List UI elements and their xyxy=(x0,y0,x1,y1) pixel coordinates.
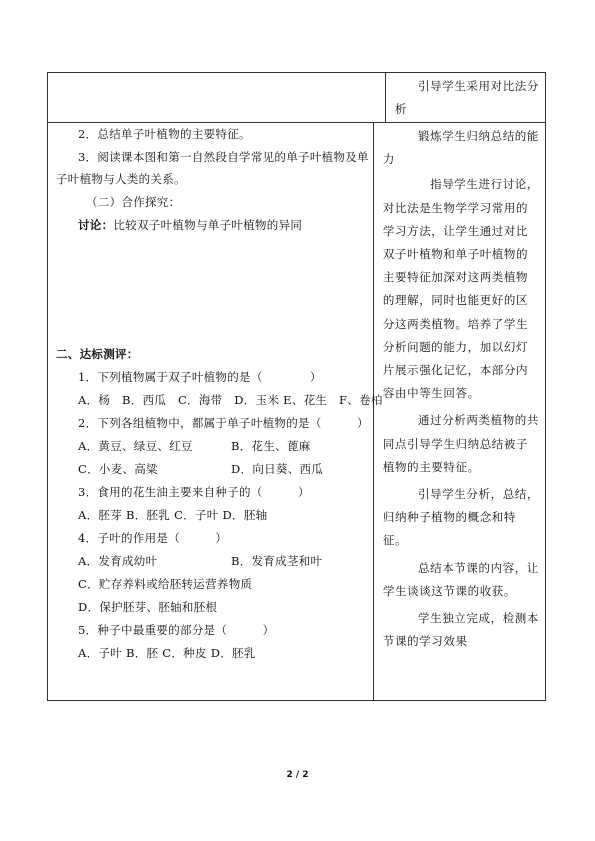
note-line: 学生谈谈这节课的收获。 xyxy=(382,583,516,598)
note-line: 通过分析两类植物的共 xyxy=(405,413,539,428)
notes-cell xyxy=(386,73,545,122)
objective-item: 2．总结单子叶植物的主要特征。 xyxy=(78,127,251,141)
note-line: 双子叶植物和单子叶植物的 xyxy=(382,247,529,262)
option: C．贮存养料或给胚转运营养物质 xyxy=(78,577,253,591)
section-heading: （二）合作探究： xyxy=(86,195,181,209)
objective-item: 3．阅读课本图和第一自然段自学常见的单子叶植物及单 xyxy=(78,150,369,164)
note-line: 同点引导学生归纳总结被子 xyxy=(382,436,529,451)
note-line: 对比法是生物学学习常用的 xyxy=(382,200,529,215)
note-line: 学习方法，让学生通过对比 xyxy=(382,223,529,238)
note-line: 的理解，同时也能更好的区 xyxy=(382,293,529,308)
note-line: 指导学生进行讨论， xyxy=(405,177,539,192)
note-line: 分这两类植物。培养了学生 xyxy=(382,316,529,331)
table-row xyxy=(48,73,545,122)
table-row xyxy=(48,122,545,700)
note-line: 片展示强化记忆，本部分内 xyxy=(382,363,529,378)
page-number: 2 / 2 xyxy=(286,770,309,780)
note-line: 归纳种子植物的概念和特 xyxy=(382,510,516,525)
option: A．黄豆、绿豆、红豆 xyxy=(78,439,193,453)
note-line: 容由中等生回答。 xyxy=(382,386,480,401)
note-line: 节课的学习效果 xyxy=(382,634,468,649)
note-line: 析 xyxy=(395,102,408,117)
section-heading: 二、达标测评： xyxy=(56,347,139,361)
note-line: 力 xyxy=(382,152,395,167)
note-line: 分析问题的能力，加以幻灯 xyxy=(382,339,529,354)
question: 3．食用的花生油主要来自种子的（ ） xyxy=(78,485,310,499)
option: A．发育成幼叶 xyxy=(78,554,158,568)
question: 1．下列植物属于双子叶植物的是（ ） xyxy=(78,370,322,384)
note-line: 学生独立完成，检测本 xyxy=(405,611,539,626)
question-options: A．子叶 B．胚 C．种皮 D．胚乳 xyxy=(78,646,256,660)
content-cell xyxy=(48,73,386,122)
objective-item-cont: 子叶植物与人类的关系。 xyxy=(56,172,186,186)
note-line: 总结本节课的内容，让 xyxy=(405,560,539,575)
note-line: 引导学生采用对比法分 xyxy=(418,79,539,93)
option: D．保护胚芽、胚轴和胚根 xyxy=(78,600,218,614)
discussion xyxy=(78,216,302,234)
option: B．花生、蓖麻 xyxy=(231,439,311,453)
notes-cell xyxy=(374,123,545,700)
note-line: 征。 xyxy=(382,533,408,548)
question: 4．子叶的作用是（ ） xyxy=(78,531,228,545)
lesson-plan-table xyxy=(47,72,546,701)
question-options: A．胚芽 B．胚乳 C．子叶 D．胚轴 xyxy=(78,508,268,522)
note-line: 锻炼学生归纳总结的能 xyxy=(405,129,539,143)
note-line: 主要特征加深对这两类植物 xyxy=(382,270,529,285)
option: B．发育成茎和叶 xyxy=(231,554,323,568)
note-line: 引导学生分析，总结， xyxy=(405,487,539,502)
discussion-label: 讨论： xyxy=(78,218,114,232)
question: 2．下列各组植物中，都属于单子叶植物的是（ ） xyxy=(78,416,369,430)
question: 5．种子中最重要的部分是（ ） xyxy=(78,623,275,637)
discussion-text: 比较双子叶植物与单子叶植物的异同 xyxy=(113,218,303,232)
option: D．向日葵、西瓜 xyxy=(231,462,324,476)
option: C．小麦、高粱 xyxy=(78,462,158,476)
note-line: 植物的主要特征。 xyxy=(382,459,480,474)
question-options: A．杨 B．西瓜 C．海带 D．玉米 E、花生 F、卷柏 xyxy=(78,393,383,407)
content-cell xyxy=(48,123,383,700)
